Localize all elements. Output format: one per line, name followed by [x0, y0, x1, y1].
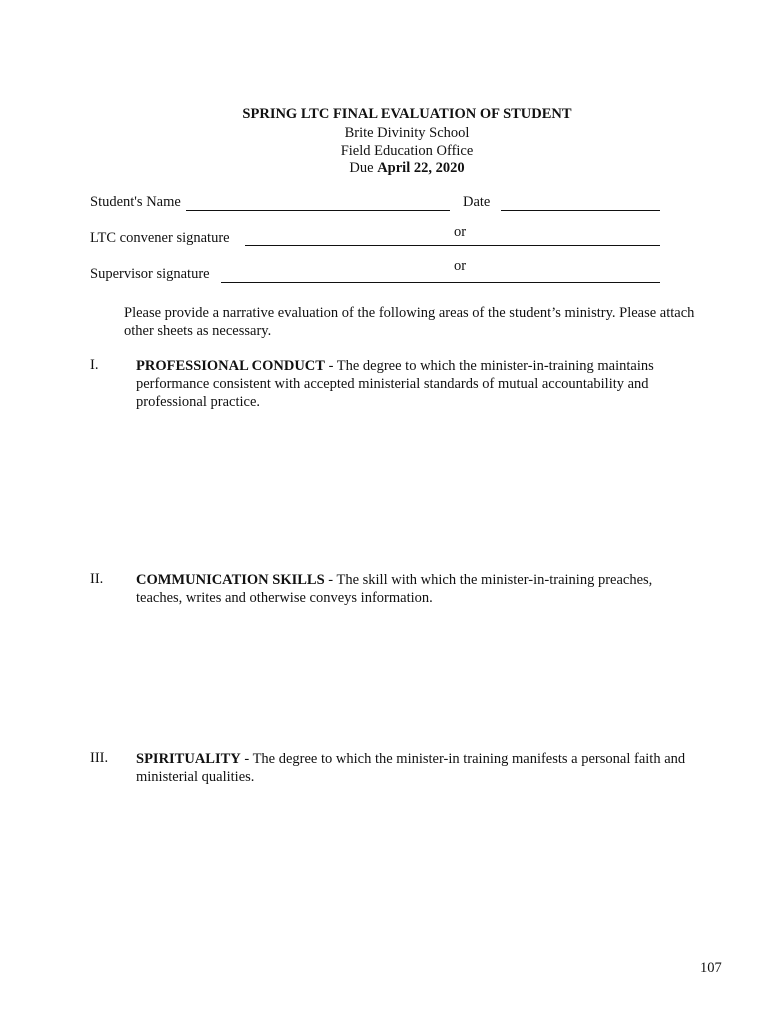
section-text: - The skill with which the minister-in-training preaches, teaches, writes and otherwise conveys information.: [136, 572, 653, 606]
section-text: - The degree to which the minister-in-training maintains performance consistent with accepted ministerial standards of mutual accountability and professional practice.: [136, 358, 654, 410]
or-text-2: or: [454, 258, 467, 274]
supervisor-signature-field[interactable]: [221, 282, 660, 283]
date-field[interactable]: [501, 210, 660, 211]
due-date: April 22, 2020: [377, 160, 465, 176]
convener-label: LTC convener signature: [90, 230, 230, 246]
date-label: Date: [463, 194, 491, 210]
response-area-communication-skills[interactable]: [136, 615, 696, 740]
intro-paragraph: Please provide a narrative evaluation of the following areas of the student’s ministry. Please attach other sheets as necessary.: [124, 305, 695, 339]
section-communication-skills: [136, 571, 696, 607]
student-name-field[interactable]: [186, 210, 450, 211]
student-name-label: Student's Name: [90, 194, 181, 210]
section-numeral: I.: [90, 357, 99, 373]
form-title: SPRING LTC FINAL EVALUATION OF STUDENT: [242, 106, 572, 122]
school-name: Brite Divinity School: [344, 125, 470, 141]
convener-signature-field[interactable]: [245, 245, 660, 246]
supervisor-label: Supervisor signature: [90, 266, 210, 282]
office-name: Field Education Office: [340, 143, 474, 159]
section-heading: PROFESSIONAL CONDUCT: [136, 358, 325, 374]
section-heading: SPIRITUALITY: [136, 751, 241, 767]
section-text: - The degree to which the minister-in training manifests a personal faith and ministerial qualities.: [136, 751, 686, 785]
page-number: 107: [700, 960, 722, 976]
response-area-professional-conduct[interactable]: [136, 420, 696, 560]
due-line: [0, 160, 770, 177]
due-prefix: Due: [349, 160, 378, 176]
section-spirituality: [136, 750, 726, 786]
section-professional-conduct: [136, 357, 696, 411]
or-text-1: or: [454, 224, 467, 240]
section-heading: COMMUNICATION SKILLS: [136, 572, 325, 588]
section-numeral: III.: [90, 750, 109, 766]
response-area-spirituality[interactable]: [136, 795, 696, 945]
section-numeral: II.: [90, 571, 104, 587]
